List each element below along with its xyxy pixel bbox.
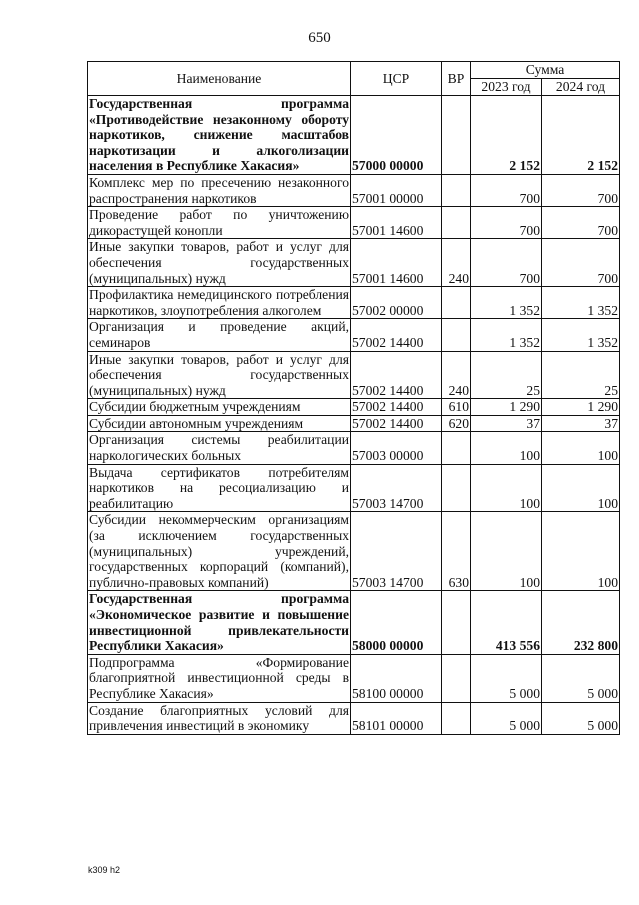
- header-year-2023: 2023 год: [471, 79, 542, 96]
- table-body: [88, 96, 620, 735]
- table-row: [88, 399, 620, 416]
- row-name-cell: Профилактика немедицинского потребления наркотиков, злоупотребления алкоголем: [89, 287, 349, 318]
- row-name-cell: Организация системы реабилитации наркологических больных: [89, 432, 349, 464]
- row-name-cell: Комплекс мер по пресечению незаконного распространения наркотиков: [89, 174, 349, 206]
- table-row: [88, 464, 620, 512]
- table-header: [88, 62, 620, 96]
- row-amount-2023-cell: 700: [471, 207, 542, 239]
- table-row: [88, 415, 620, 432]
- page-number: 650: [308, 30, 331, 46]
- row-amount-2024-cell: 700: [542, 174, 620, 206]
- row-amount-2024-cell: 100: [542, 432, 620, 464]
- row-csr-cell: 57001 00000: [351, 174, 442, 206]
- row-amount-2023-cell: 413 556: [471, 591, 542, 654]
- row-name-cell: Субсидии некоммерческим организациям (за исключением государственных (муниципальных) учреждений, государственных корпораций (компаний), публично-правовых компаний): [89, 512, 349, 590]
- row-vr-cell: [442, 287, 471, 319]
- row-vr-cell: [442, 654, 471, 702]
- row-vr-cell: [442, 591, 471, 654]
- row-vr-cell: 620: [442, 415, 471, 432]
- row-name-cell: Проведение работ по уничтожению дикорастущей конопли: [89, 207, 349, 238]
- row-csr-cell: 58000 00000: [351, 591, 442, 654]
- row-amount-2024-cell: 37: [542, 415, 620, 432]
- row-amount-2023-cell: 1 352: [471, 319, 542, 351]
- row-amount-2024-cell: 1 352: [542, 287, 620, 319]
- row-amount-2023-cell: 700: [471, 174, 542, 206]
- footer-code: k309 h2: [88, 865, 121, 875]
- header-sum: Сумма: [471, 62, 620, 79]
- table-row: [88, 512, 620, 591]
- row-csr-cell: 57003 14700: [351, 512, 442, 591]
- row-amount-2023-cell: 5 000: [471, 654, 542, 702]
- row-csr-cell: 57001 14600: [351, 239, 442, 287]
- row-amount-2024-cell: 100: [542, 464, 620, 512]
- row-vr-cell: [442, 432, 471, 464]
- row-amount-2023-cell: 100: [471, 432, 542, 464]
- row-name-cell: Субсидии бюджетным учреждениям: [88, 399, 351, 416]
- row-name-cell: Выдача сертификатов потребителям наркотиков на ресоциализацию и реабилитацию: [89, 464, 349, 511]
- header-vr: ВР: [442, 62, 471, 96]
- row-vr-cell: 240: [442, 351, 471, 399]
- row-csr-cell: 57002 14400: [351, 399, 442, 416]
- table-row: [88, 207, 620, 239]
- row-amount-2023-cell: 1 290: [471, 399, 542, 416]
- row-amount-2023-cell: 25: [471, 351, 542, 399]
- row-name-cell: Государственная программа «Противодействие незаконному обороту наркотиков, снижение масштабов наркотизации и алкоголизации населения в Республике Хакасия»: [89, 96, 349, 174]
- row-name-cell: Иные закупки товаров, работ и услуг для обеспечения государственных (муниципальных) нужд: [89, 351, 349, 398]
- table-row: [88, 654, 620, 702]
- row-amount-2024-cell: 25: [542, 351, 620, 399]
- budget-table: [87, 61, 620, 735]
- row-amount-2023-cell: 2 152: [471, 96, 542, 175]
- row-csr-cell: 58101 00000: [351, 702, 442, 734]
- row-amount-2024-cell: 2 152: [542, 96, 620, 175]
- row-amount-2024-cell: 700: [542, 207, 620, 239]
- row-csr-cell: 57002 14400: [351, 351, 442, 399]
- row-csr-cell: 58100 00000: [351, 654, 442, 702]
- row-vr-cell: [442, 319, 471, 351]
- row-amount-2024-cell: 1 290: [542, 399, 620, 416]
- row-amount-2023-cell: 37: [471, 415, 542, 432]
- table-row: [88, 702, 620, 734]
- row-csr-cell: 57003 00000: [351, 432, 442, 464]
- table-row: [88, 432, 620, 464]
- row-csr-cell: 57002 14400: [351, 415, 442, 432]
- table-row: [88, 591, 620, 654]
- row-amount-2024-cell: 5 000: [542, 654, 620, 702]
- table-row: [88, 174, 620, 206]
- row-vr-cell: [442, 96, 471, 175]
- row-vr-cell: 610: [442, 399, 471, 416]
- row-amount-2024-cell: 5 000: [542, 702, 620, 734]
- table-row: [88, 319, 620, 351]
- row-vr-cell: [442, 174, 471, 206]
- row-name-cell: Подпрограмма «Формирование благоприятной инвестиционной среды в Республике Хакасия»: [89, 654, 349, 701]
- table-row: [88, 96, 620, 175]
- row-vr-cell: [442, 464, 471, 512]
- table-row: [88, 239, 620, 287]
- row-name-cell: Создание благоприятных условий для привлечения инвестиций в экономику: [89, 702, 349, 734]
- row-amount-2024-cell: 700: [542, 239, 620, 287]
- row-amount-2023-cell: 700: [471, 239, 542, 287]
- row-name-cell: Государственная программа «Экономическое развитие и повышение инвестиционной привлекательности Республики Хакасия»: [89, 591, 349, 654]
- row-csr-cell: 57000 00000: [351, 96, 442, 175]
- table-row: [88, 351, 620, 399]
- row-amount-2024-cell: 1 352: [542, 319, 620, 351]
- row-csr-cell: 57001 14600: [351, 207, 442, 239]
- row-amount-2024-cell: 100: [542, 512, 620, 591]
- row-vr-cell: [442, 207, 471, 239]
- row-csr-cell: 57002 00000: [351, 287, 442, 319]
- row-vr-cell: 630: [442, 512, 471, 591]
- row-csr-cell: 57003 14700: [351, 464, 442, 512]
- header-name: Наименование: [88, 62, 351, 96]
- row-amount-2023-cell: 1 352: [471, 287, 542, 319]
- header-year-2024: 2024 год: [542, 79, 620, 96]
- row-name-cell: Иные закупки товаров, работ и услуг для обеспечения государственных (муниципальных) нужд: [89, 239, 349, 286]
- table-row: [88, 287, 620, 319]
- row-vr-cell: 240: [442, 239, 471, 287]
- row-amount-2023-cell: 100: [471, 512, 542, 591]
- row-name-cell: Субсидии автономным учреждениям: [88, 415, 351, 432]
- row-amount-2023-cell: 100: [471, 464, 542, 512]
- row-vr-cell: [442, 702, 471, 734]
- row-name-cell: Организация и проведение акций, семинаров: [89, 319, 349, 350]
- row-amount-2024-cell: 232 800: [542, 591, 620, 654]
- row-csr-cell: 57002 14400: [351, 319, 442, 351]
- header-csr: ЦСР: [351, 62, 442, 96]
- row-amount-2023-cell: 5 000: [471, 702, 542, 734]
